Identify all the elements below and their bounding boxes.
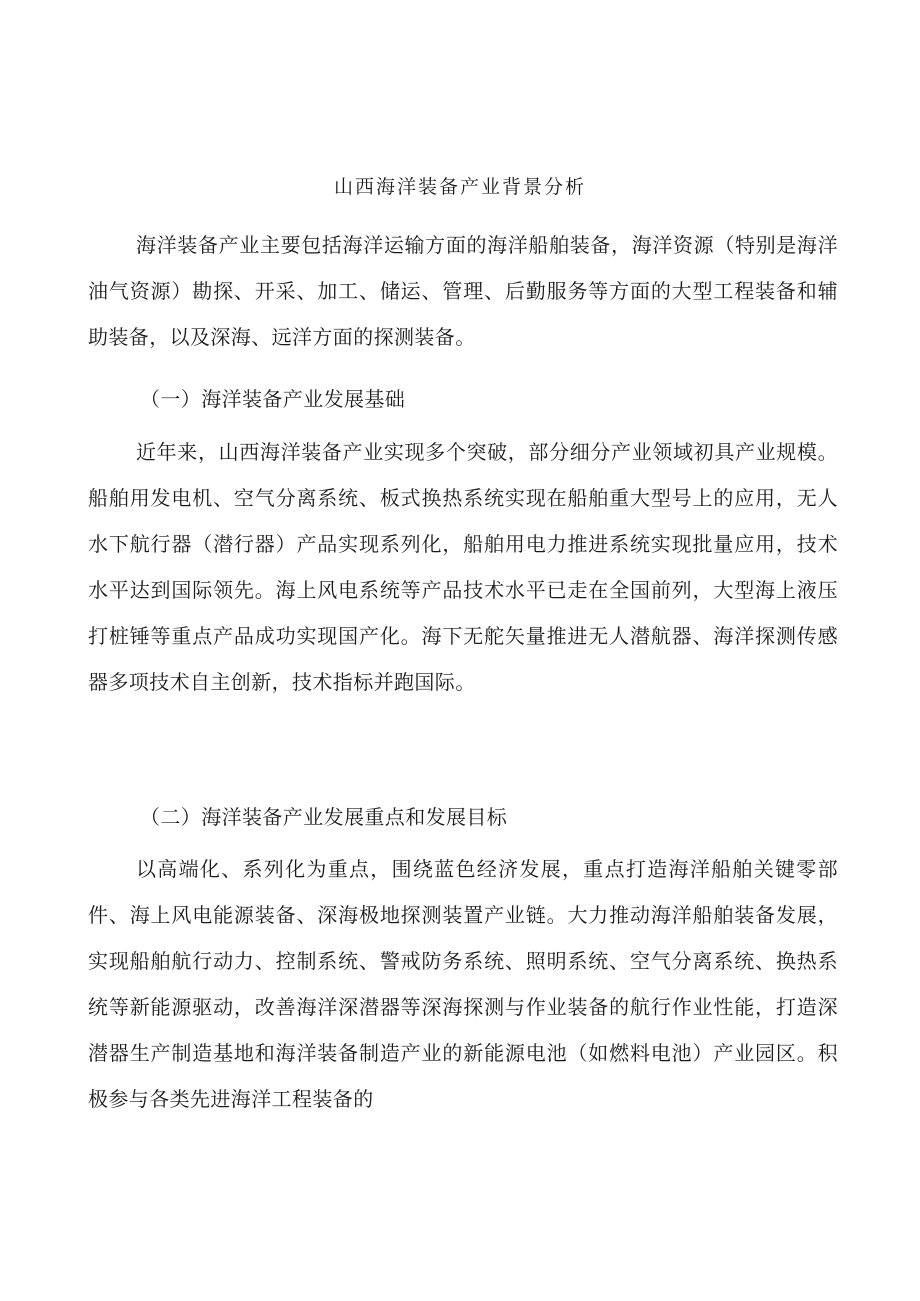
- section-2-heading: （二）海洋装备产业发展重点和发展目标: [140, 805, 508, 829]
- intro-paragraph: 海洋装备产业主要包括海洋运输方面的海洋船舶装备，海洋资源（特别是海洋油气资源）勘探、开采、加工、储运、管理、后勤服务等方面的大型工程装备和辅助装备，以及深海、远洋方面的探测装备。: [88, 233, 838, 349]
- section-1-paragraph: 近年来，山西海洋装备产业实现多个突破，部分细分产业领域初具产业规模。船舶用发电机、空气分离系统、板式换热系统实现在船舶重大型号上的应用，无人水下航行器（潜行器）产品实现系列化，船舶用电力推进系统实现批量应用，技术水平达到国际领先。海上风电系统等产品技术水平已走在全国前列，大型海上液压打桩锤等重点产品成功实现国产化。海下无舵矢量推进无人潜航器、海洋探测传感器多项技术自主创新，技术指标并跑国际。: [88, 440, 838, 694]
- section-2-paragraph: 以高端化、系列化为重点，围绕蓝色经济发展，重点打造海洋船舶关键零部件、海上风电能源装备、深海极地探测装置产业链。大力推动海洋船舶装备发展，实现船舶航行动力、控制系统、警戒防务系统、照明系统、空气分离系统、换热系统等新能源驱动，改善海洋深潜器等深海探测与作业装备的航行作业性能，打造深潜器生产制造基地和海洋装备制造产业的新能源电池（如燃料电池）产业园区。积极参与各类先进海洋工程装备的: [88, 857, 838, 1111]
- section-1-heading: （一）海洋装备产业发展基础: [140, 387, 406, 411]
- document-title: 山西海洋装备产业背景分析: [333, 176, 586, 198]
